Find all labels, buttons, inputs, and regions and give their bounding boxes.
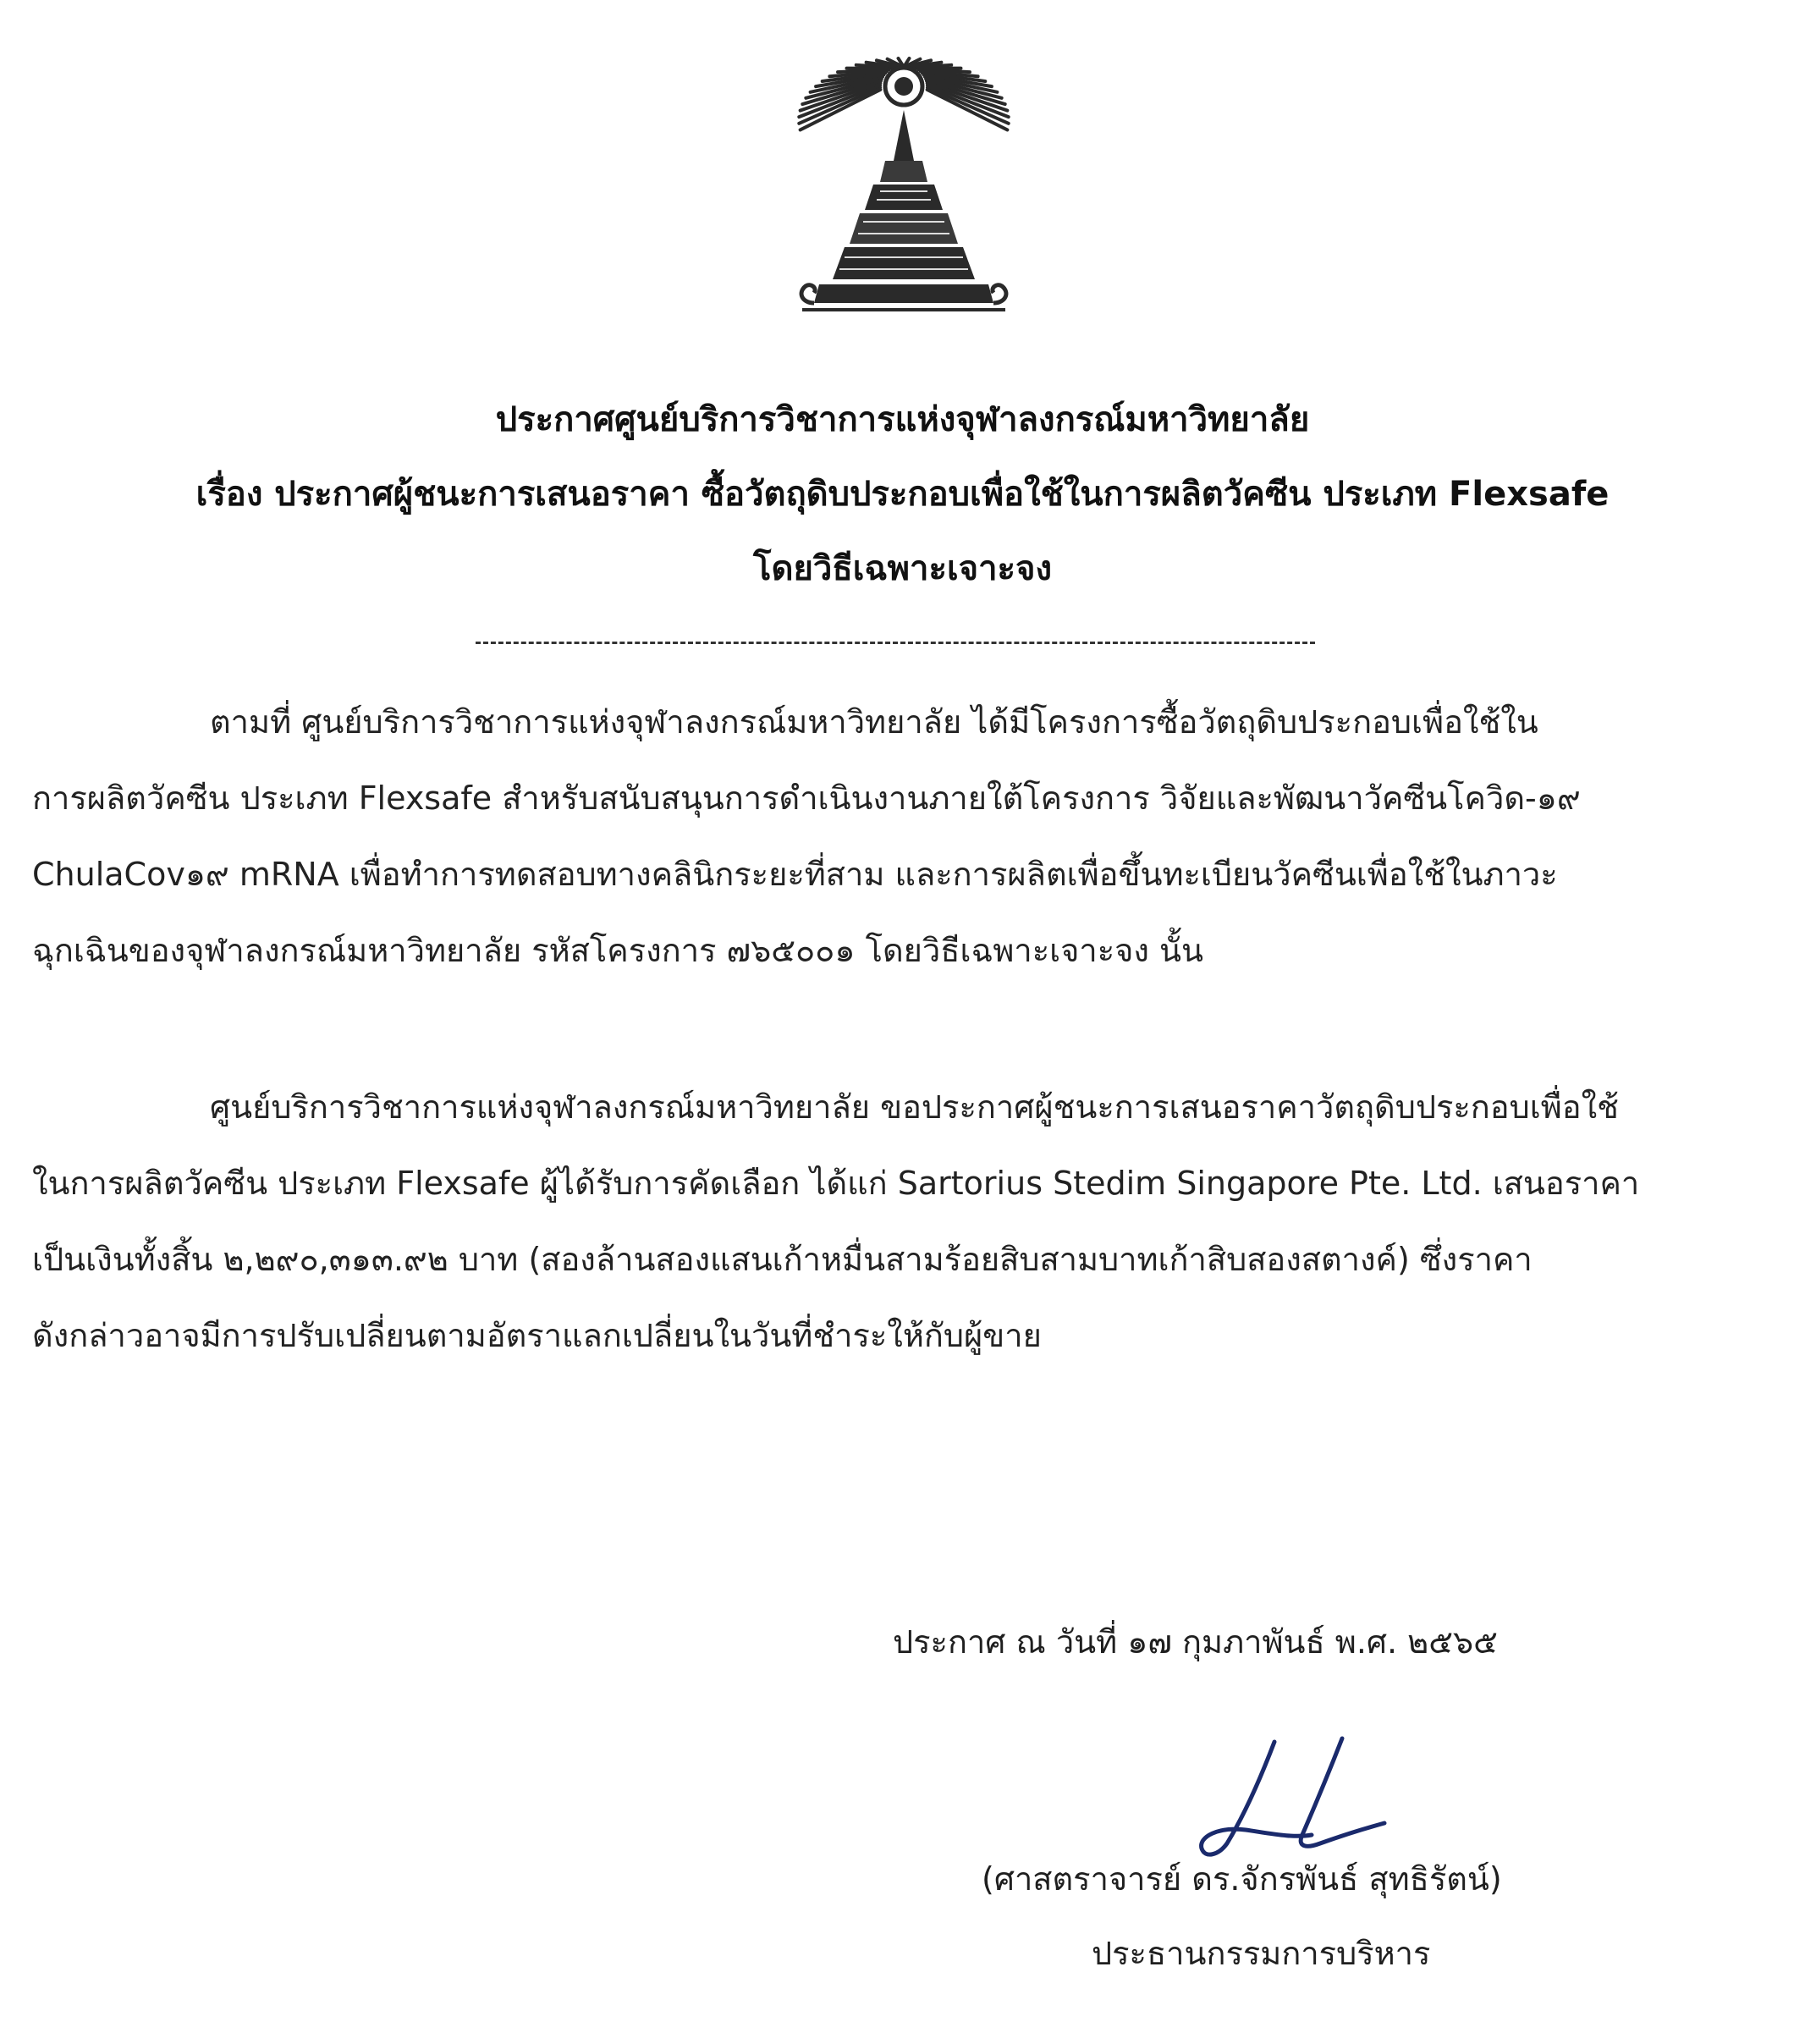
announcement-date: ประกาศ ณ วันที่ ๑๗ กุมภาพันธ์ พ.ศ. ๒๕๖๕ xyxy=(893,1623,1498,1661)
announcement-title xyxy=(0,383,1805,606)
title-line-1: ประกาศศูนย์บริการวิชาการแห่งจุฬาลงกรณ์มหาวิทยาลัย xyxy=(495,400,1310,439)
signer-name: (ศาสตราจารย์ ดร.จักรพันธ์ สุทธิรัตน์) xyxy=(982,1860,1502,1898)
university-seal-icon xyxy=(785,34,1022,330)
paragraph-1-line: การผลิตวัคซีน ประเภท Flexsafe สำหรับสนับสนุนการดำเนินงานภายใต้โครงการ วิจัยและพัฒนาวัคซีนโควิด-๑๙ xyxy=(32,780,1581,817)
paragraph-2-line: เป็นเงินทั้งสิ้น ๒,๒๙๐,๓๑๓.๙๒ บาท (สองล้านสองแสนเก้าหมื่นสามร้อยสิบสามบาทเก้าสิบสองสตางค์) ซึ่งราคา xyxy=(32,1241,1533,1278)
paragraph-2-line: ศูนย์บริการวิชาการแห่งจุฬาลงกรณ์มหาวิทยาลัย ขอประกาศผู้ชนะการเสนอราคาวัตถุดิบประกอบเพื่อใช้ xyxy=(210,1088,1619,1126)
paragraph-2-line: ดังกล่าวอาจมีการปรับเปลี่ยนตามอัตราแลกเปลี่ยนในวันที่ชำระให้กับผู้ขาย xyxy=(32,1317,1042,1354)
title-divider xyxy=(476,642,1315,644)
paragraph-2 xyxy=(32,1069,1758,1374)
title-line-3: โดยวิธีเฉพาะเจาะจง xyxy=(752,549,1053,588)
title-line-2: เรื่อง ประกาศผู้ชนะการเสนอราคา ซื้อวัตถุดิบประกอบเพื่อใช้ในการผลิตวัคซีน ประเภท Flexsafe xyxy=(195,475,1610,514)
paragraph-2-line: ในการผลิตวัคซีน ประเภท Flexsafe ผู้ได้รับการคัดเลือก ได้แก่ Sartorius Stedim Singapore Pte. Ltd. เสนอราคา xyxy=(32,1165,1640,1202)
paragraph-1-line: ChulaCov๑๙ mRNA เพื่อทำการทดสอบทางคลินิกระยะที่สาม และการผลิตเพื่อขึ้นทะเบียนวัคซีนเพื่อใช้ในภาวะ xyxy=(32,856,1558,893)
paragraph-1-line: ฉุกเฉินของจุฬาลงกรณ์มหาวิทยาลัย รหัสโครงการ ๗๖๕๐๐๑ โดยวิธีเฉพาะเจาะจง นั้น xyxy=(32,932,1203,969)
signer-position: ประธานกรรมการบริหาร xyxy=(1092,1935,1431,1972)
paragraph-1-line: ตามที่ ศูนย์บริการวิชาการแห่งจุฬาลงกรณ์มหาวิทยาลัย ได้มีโครงการซื้อวัตถุดิบประกอบเพื่อใช้ใน xyxy=(210,703,1538,741)
paragraph-1 xyxy=(32,684,1758,989)
